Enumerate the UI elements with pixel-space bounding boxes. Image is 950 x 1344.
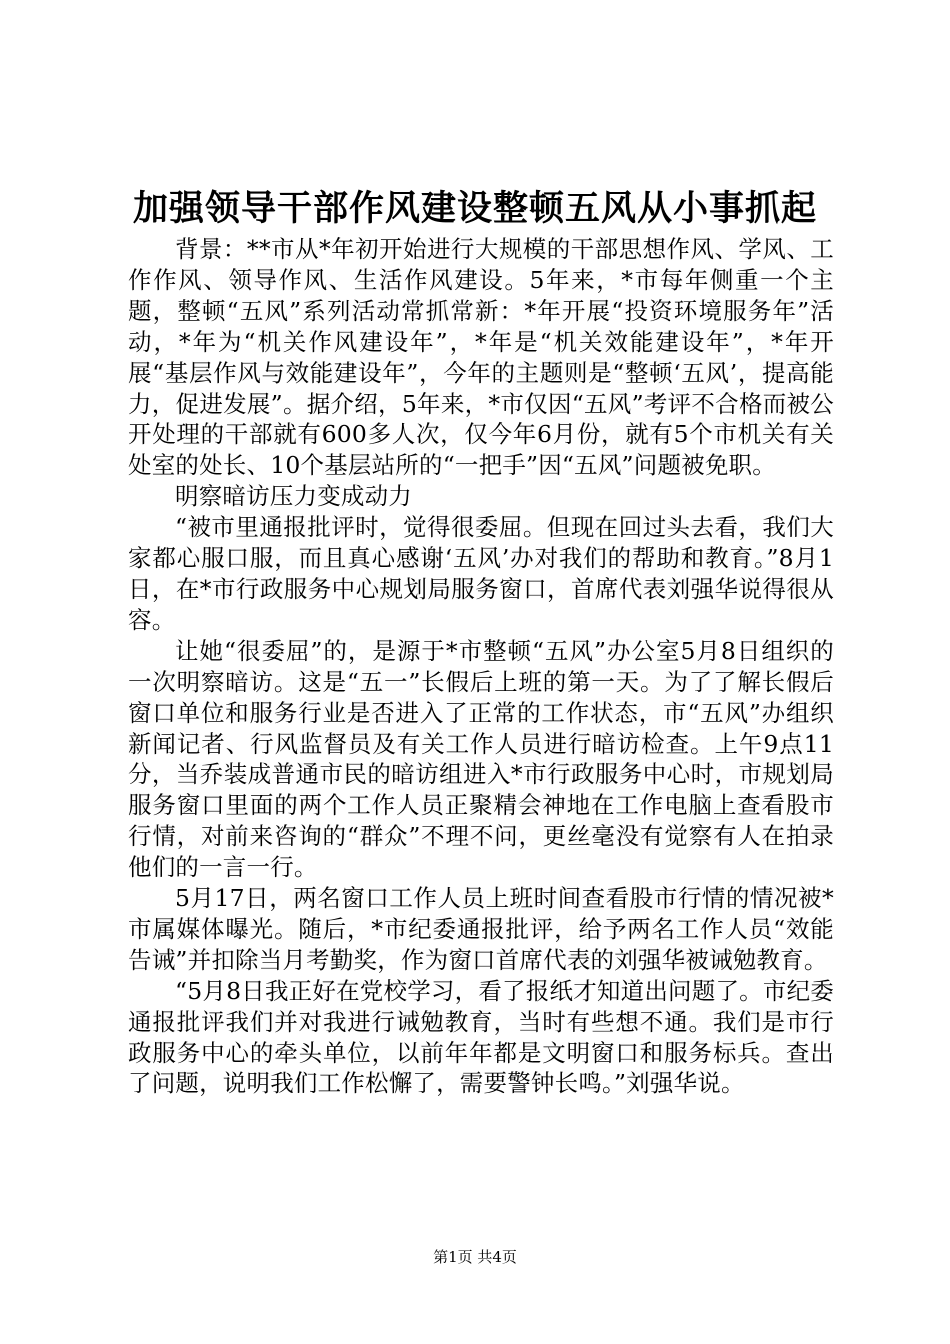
paragraph-inspection: 让她“很委屈”的，是源于*市整顿“五风”办公室5月8日组织的一次明察暗访。这是“五一”长假后上班的第一天。为了了解长假后窗口单位和服务行业是否进入了正常的工作状态，市“五风”办组织新闻记者、行风监督员及有关工作人员进行暗访检查。上午9点11分，当乔装成普通市民的暗访组进入*市行政服务中心时，市规划局服务窗口里面的两个工作人员正聚精会神地在工作电脑上查看股市行情，对前来咨询的“群众”不理不问，更丝毫没有觉察有人在拍录他们的一言一行。 [128,636,834,882]
section-heading: 明察暗访压力变成动力 [175,482,412,511]
page-number-footer: 第1页 共4页 [433,1248,517,1266]
paragraph-quote-1: “被市里通报批评时，觉得很委屈。但现在回过头去看，我们大家都心服口服，而且真心感谢‘五风’办对我们的帮助和教育。”8月1日，在*市行政服务中心规划局服务窗口，首席代表刘强华说得很从容。 [128,513,834,634]
paragraph-background: 背景：**市从*年初开始进行大规模的干部思想作风、学风、工作作风、领导作风、生活作风建设。5年来，*市每年侧重一个主题，整顿“五风”系列活动常抓常新：*年开展“投资环境服务年”活动，*年为“机关作风建设年”，*年是“机关效能建设年”，*年开展“基层作风与效能建设年”，今年的主题则是“整顿‘五风’，提高能力，促进发展”。据介绍，5年来，*市仅因“五风”考评不合格而被公开处理的干部就有600多人次，仅今年6月份，就有5个市机关有关处室的处长、10个基层站所的“一把手”因“五风”问题被免职。 [128,235,834,480]
paragraph-exposure: 5月17日，两名窗口工作人员上班时间查看股市行情的情况被*市属媒体曝光。随后，*市纪委通报批评，给予两名工作人员“效能告诫”并扣除当月考勤奖，作为窗口首席代表的刘强华被诫勉教育。 [128,884,834,974]
document-title: 加强领导干部作风建设整顿五风从小事抓起 [132,188,817,229]
document-body [128,234,834,1099]
paragraph-quote-2: “5月8日我正好在党校学习，看了报纸才知道出问题了。市纪委通报批评我们并对我进行诫勉教育，当时有些想不通。我们是市行政服务中心的牵头单位，以前年年都是文明窗口和服务标兵。查出了问题，说明我们工作松懈了，需要警钟长鸣。”刘强华说。 [128,976,834,1098]
